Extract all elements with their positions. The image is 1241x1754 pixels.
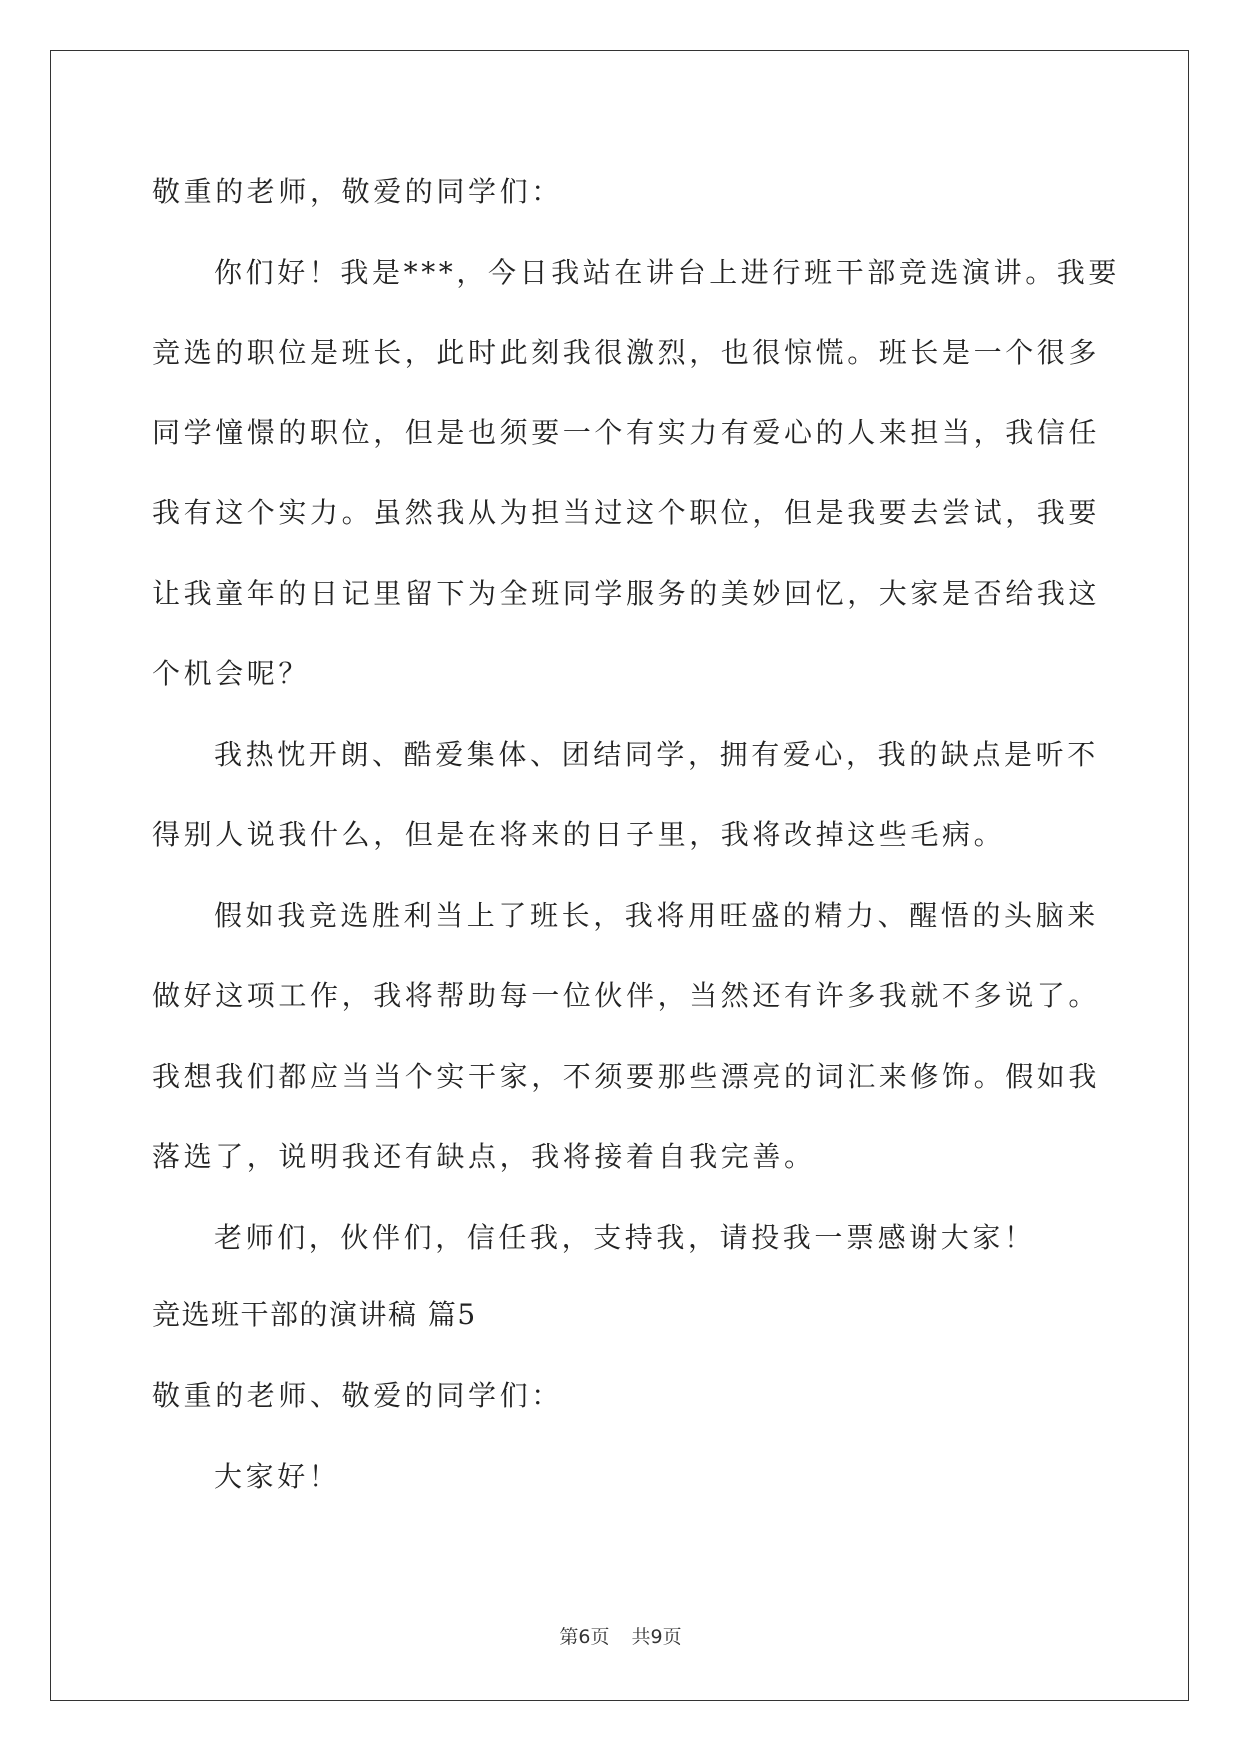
paragraph-line: 个机会呢？ (152, 657, 311, 690)
greeting: 大家好！ (214, 1460, 341, 1493)
paragraph-line: 我想我们都应当当个实干家，不须要那些漂亮的词汇来修饰。假如我 (152, 1060, 1101, 1093)
paragraph-line: 我有这个实力。虽然我从为担当过这个职位，但是我要去尝试，我要 (152, 496, 1101, 529)
paragraph-line: 我热忱开朗、酷爱集体、团结同学，拥有爱心，我的缺点是听不 (214, 738, 1099, 771)
paragraph-line: 老师们，伙伴们，信任我，支持我，请投我一票感谢大家！ (214, 1221, 1036, 1254)
salutation: 敬重的老师、敬爱的同学们： (152, 1379, 563, 1412)
paragraph-line: 同学憧憬的职位，但是也须要一个有实力有爱心的人来担当，我信任 (152, 416, 1101, 449)
page-footer (0, 1622, 1241, 1649)
section-title: 竞选班干部的演讲稿 篇5 (152, 1298, 477, 1331)
paragraph-line: 让我童年的日记里留下为全班同学服务的美妙回忆，大家是否给我这 (152, 577, 1101, 610)
paragraph-line: 你们好！我是***，今日我站在讲台上进行班干部竞选演讲。我要 (214, 256, 1121, 289)
paragraph-line: 竞选的职位是班长，此时此刻我很激烈，也很惊慌。班长是一个很多 (152, 336, 1101, 369)
paragraph-line: 得别人说我什么，但是在将来的日子里，我将改掉这些毛病。 (152, 818, 1006, 851)
paragraph-line: 落选了，说明我还有缺点，我将接着自我完善。 (152, 1140, 816, 1173)
paragraph-line: 假如我竞选胜利当上了班长，我将用旺盛的精力、醒悟的头脑来 (214, 899, 1099, 932)
salutation: 敬重的老师，敬爱的同学们： (152, 175, 563, 208)
page-border (50, 50, 1189, 1701)
page-number: 第6页 (559, 1626, 610, 1648)
paragraph-line: 做好这项工作，我将帮助每一位伙伴，当然还有许多我就不多说了。 (152, 979, 1101, 1012)
page-total: 共9页 (631, 1626, 682, 1648)
